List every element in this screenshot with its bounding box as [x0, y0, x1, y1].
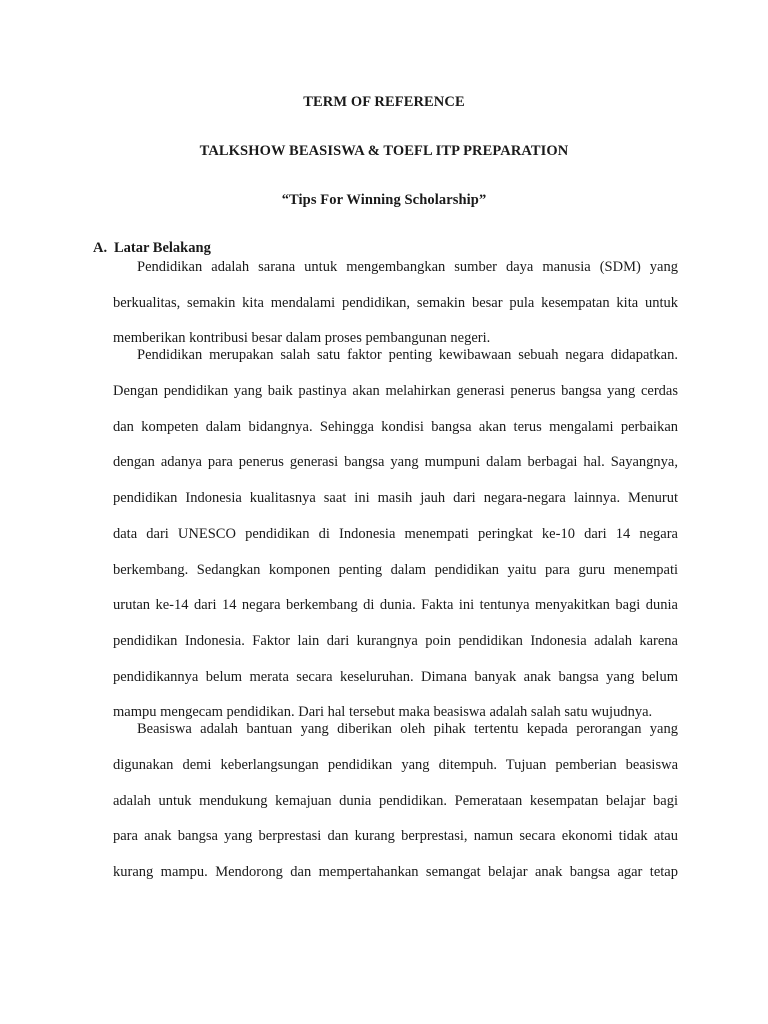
paragraph-line: pendidikan Indonesia kualitasnya saat ini masih jauh dari negara-negara lainnya. Menurut: [113, 490, 678, 506]
paragraph-line: memberikan kontribusi besar dalam proses pembangunan negeri.: [113, 330, 491, 346]
paragraph-line: Pendidikan merupakan salah satu faktor penting kewibawaan sebuah negara didapatkan.: [137, 347, 678, 363]
paragraph-line: adalah untuk mendukung kemajuan dunia pendidikan. Pemerataan kesempatan belajar bagi: [113, 793, 678, 809]
paragraph-line: dan kompeten dalam bidangnya. Sehingga kondisi bangsa akan terus mengalami perbaikan: [113, 419, 678, 435]
paragraph-line: data dari UNESCO pendidikan di Indonesia menempati peringkat ke-10 dari 14 negara: [113, 526, 678, 542]
paragraph-line: mampu mengecam pendidikan. Dari hal tersebut maka beasiswa adalah salah satu wujudnya.: [113, 704, 653, 720]
section-letter: A.: [93, 240, 108, 256]
paragraph-line: para anak bangsa yang berprestasi dan kurang berprestasi, namun secara ekonomi tidak atau: [113, 828, 678, 844]
document-title: TERM OF REFERENCE: [303, 94, 465, 110]
paragraph-line: dengan adanya para penerus generasi bangsa yang mumpuni dalam berbagai hal. Sayangnya,: [113, 454, 678, 470]
section-heading: [93, 240, 211, 257]
paragraph-line: Dengan pendidikan yang baik pastinya akan melahirkan generasi penerus bangsa yang cerdas: [113, 383, 678, 399]
paragraph-line: urutan ke-14 dari 14 negara berkembang di dunia. Fakta ini tentunya menyakitkan bagi dunia: [113, 597, 678, 613]
paragraph-line: berkualitas, semakin kita mendalami pendidikan, semakin besar pula kesempatan kita untuk: [113, 295, 678, 311]
paragraph-line: pendidikannya belum merata secara keseluruhan. Dimana banyak anak bangsa yang belum: [113, 669, 678, 685]
document-subtitle: TALKSHOW BEASISWA & TOEFL ITP PREPARATION: [199, 143, 569, 159]
paragraph-line: berkembang. Sedangkan komponen penting dalam pendidikan yaitu para guru menempati: [113, 562, 678, 578]
paragraph-line: pendidikan Indonesia. Faktor lain dari kurangnya poin pendidikan Indonesia adalah karena: [113, 633, 678, 649]
paragraph-line: Beasiswa adalah bantuan yang diberikan oleh pihak tertentu kepada perorangan yang: [137, 721, 678, 737]
section-heading-text: Latar Belakang: [114, 240, 211, 256]
document-tagline: “Tips For Winning Scholarship”: [281, 192, 487, 208]
paragraph-line: digunakan demi keberlangsungan pendidikan yang ditempuh. Tujuan pemberian beasiswa: [113, 757, 678, 773]
paragraph-line: Pendidikan adalah sarana untuk mengembangkan sumber daya manusia (SDM) yang: [137, 259, 678, 275]
paragraph-line: kurang mampu. Mendorong dan mempertahankan semangat belajar anak bangsa agar tetap: [113, 864, 678, 880]
